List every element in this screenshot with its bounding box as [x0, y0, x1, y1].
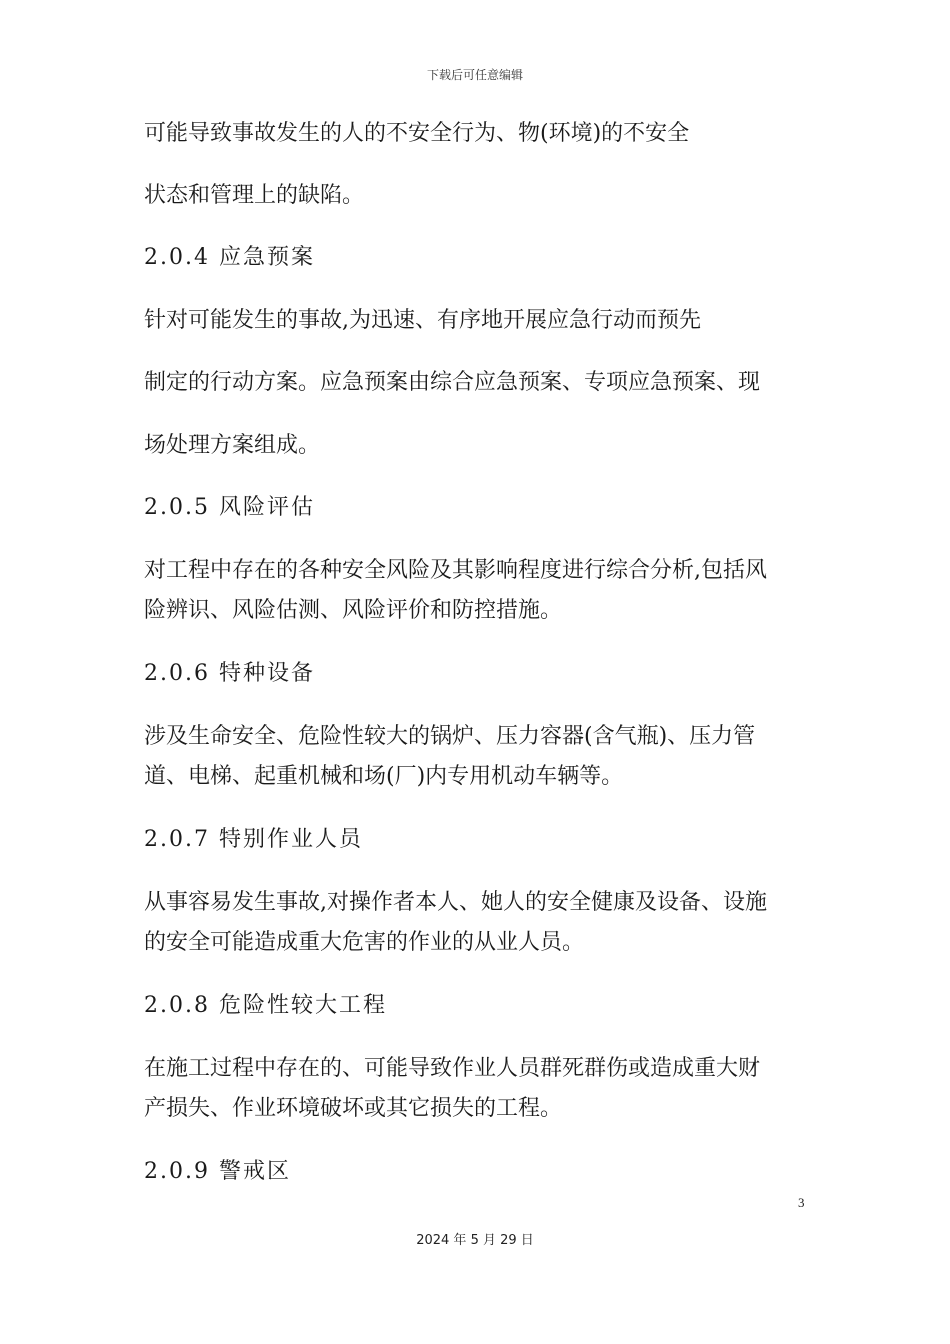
- section-heading: 2.0.6 特种设备: [144, 661, 315, 686]
- page-footer-date: 2024 年 5 月 29 日: [416, 1233, 534, 1248]
- body-line: 涉及生命安全、危险性较大的锅炉、压力容器(含气瓶)、压力管: [144, 724, 756, 749]
- section-heading: 2.0.5 风险评估: [144, 495, 315, 520]
- page-header: 下载后可任意编辑: [426, 68, 523, 82]
- body-line: 制定的行动方案。应急预案由综合应急预案、专项应急预案、现: [144, 370, 761, 395]
- body-line: 场处理方案组成。: [144, 433, 321, 458]
- body-line: 状态和管理上的缺陷。: [144, 183, 365, 208]
- body-line: 道、电梯、起重机械和场(厂)内专用机动车辆等。: [144, 764, 624, 789]
- body-line: 的安全可能造成重大危害的作业的从业人员。: [144, 930, 585, 955]
- body-line: 从事容易发生事故,对操作者本人、她人的安全健康及设备、设施: [144, 890, 767, 915]
- body-line: 针对可能发生的事故,为迅速、有序地开展应急行动而预先: [144, 308, 701, 333]
- section-heading: 2.0.9 警戒区: [144, 1159, 291, 1184]
- body-line: 可能导致事故发生的人的不安全行为、物(环境)的不安全: [144, 121, 690, 146]
- section-heading: 2.0.7 特别作业人员: [144, 827, 363, 852]
- body-line: 在施工过程中存在的、可能导致作业人员群死群伤或造成重大财: [144, 1056, 761, 1081]
- body-line: 产损失、作业环境破坏或其它损失的工程。: [144, 1096, 563, 1121]
- body-line: 对工程中存在的各种安全风险及其影响程度进行综合分析,包括风: [144, 558, 767, 583]
- section-heading: 2.0.8 危险性较大工程: [144, 993, 387, 1018]
- page-number: 3: [798, 1195, 805, 1210]
- body-line: 险辨识、风险估测、风险评价和防控措施。: [144, 598, 563, 623]
- section-heading: 2.0.4 应急预案: [144, 245, 315, 270]
